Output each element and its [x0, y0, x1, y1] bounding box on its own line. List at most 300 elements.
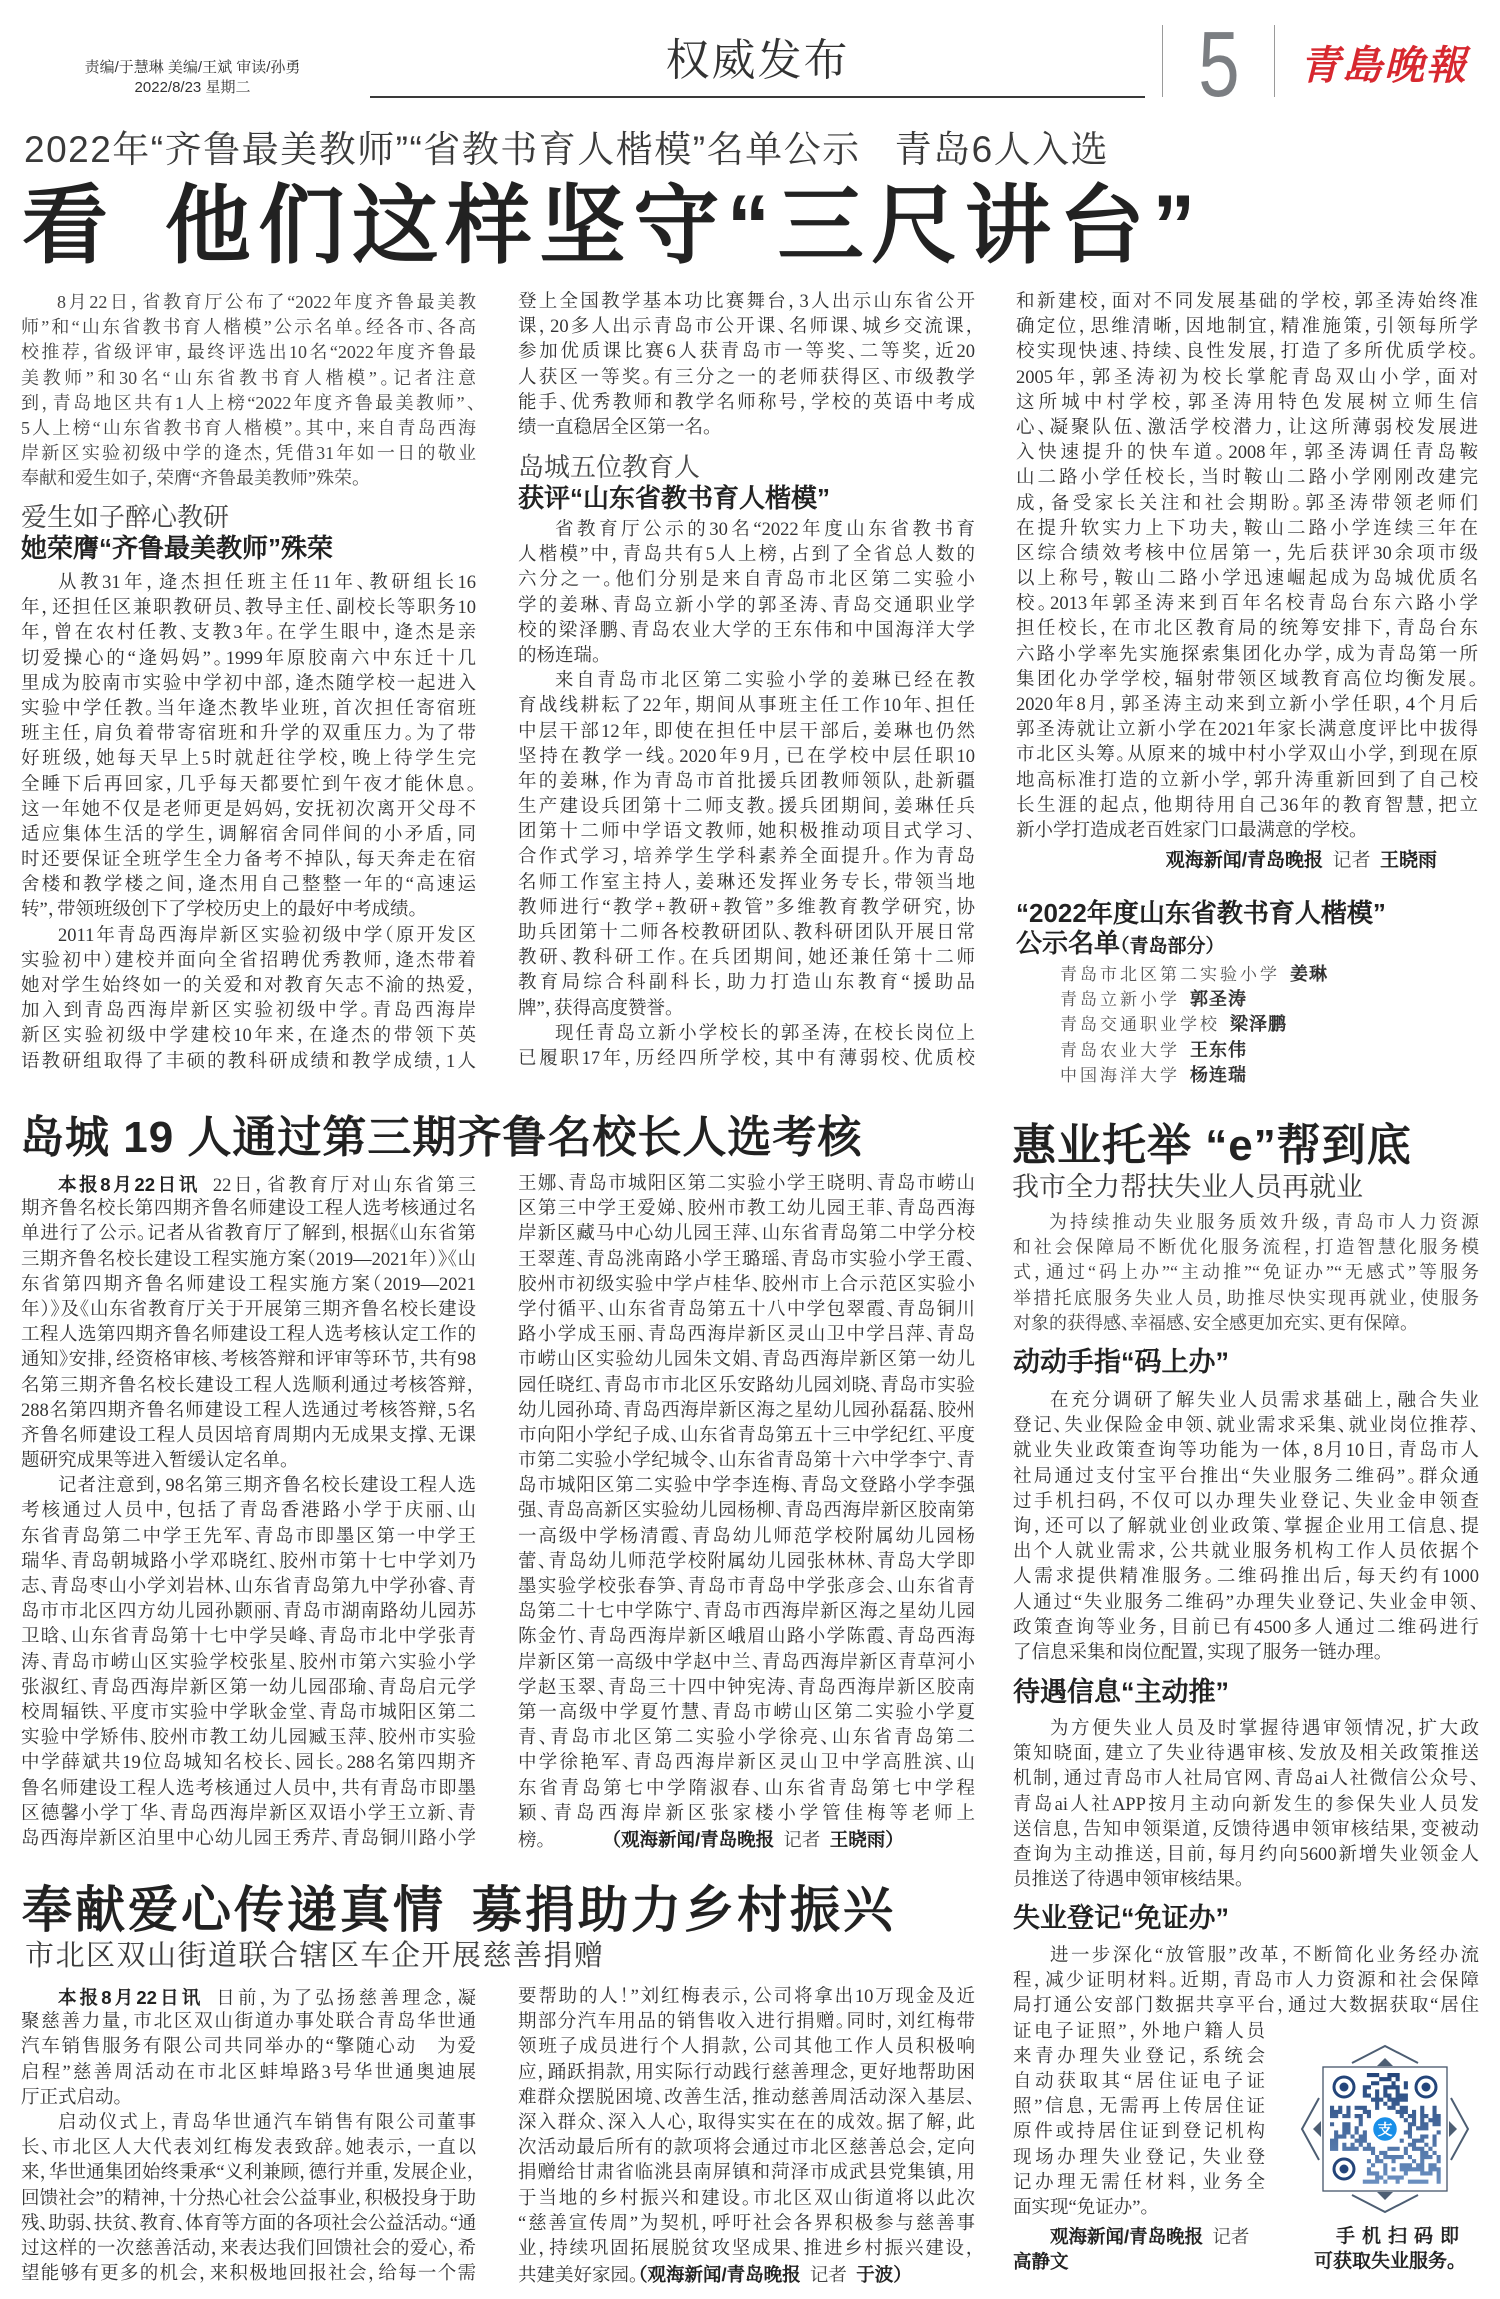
line-text: 中层干部12年，即使在担任中层干部后，姜琳也仍然 [518, 721, 975, 742]
text-line [518, 921, 975, 946]
line-text: 加入到青岛西海岸新区实验初级中学。青岛西海岸 [21, 1001, 476, 1022]
line-text: 2011年青岛西海岸新区实验初级中学（原开发区 [58, 925, 476, 946]
line-text: 坚持在教学一线。2020年9月，已在学校中层任职10 [518, 746, 975, 767]
honoree-school: 青岛立新小学 [1060, 990, 1180, 1010]
text-line [21, 949, 476, 974]
line-text: 在提升软实力上下功夫，鞍山二路小学连续三年在 [1016, 518, 1478, 539]
text-line [1013, 1490, 1479, 1515]
text-line [21, 2061, 476, 2086]
line-text: 记办理无需任材料，业务全 [1013, 2172, 1265, 2193]
article-headline [22, 1880, 896, 1940]
text-line [21, 2161, 476, 2186]
line-text: 对象的获得感、幸福感、安全感更加充实、更有保障。 [1013, 1312, 1409, 1333]
list-subtitle: 公示名单 [1016, 928, 1121, 958]
line-text: 教育局综合科副科长，助力打造山东教育“援助品 [518, 973, 975, 994]
line-text: 生产建设兵团第十二师支教。援兵团期间，姜琳任兵 [518, 797, 975, 818]
honoree-school: 青岛农业大学 [1060, 1040, 1180, 1060]
line-text: 切爱操心的“逄妈妈”。1999年原胶南六中东迁十几 [21, 648, 476, 669]
line-text: 第一高级中学夏竹慧、青岛市崂山区第二实验小学夏 [518, 1702, 975, 1723]
text-line [518, 366, 975, 391]
text-line [21, 1550, 476, 1575]
line-text: 8月22日，省教育厅公布了“2022年度齐鲁最美教 [57, 292, 476, 312]
line-text: 集团化办学学校，辐射带领区域教育高位均衡发展。 [1016, 669, 1478, 690]
line-text: 启程”慈善周活动在市北区蚌埠路3号华世通奥迪展 [21, 2062, 476, 2083]
article-subheadline: 我市全力帮扶失业人员再就业 [1012, 1172, 1363, 1202]
line-text: 新区实验初级中学建校10年来，在逄杰的带领下英 [21, 1026, 476, 1047]
text-line [518, 391, 975, 416]
text-line [21, 1600, 476, 1625]
text-line [21, 1651, 476, 1676]
text-line [1013, 1843, 1479, 1868]
line-text: 年）》及《山东省教育厅关于开展第三期齐鲁名校长建设 [21, 1299, 476, 1320]
text-line [518, 2136, 975, 2161]
text-line [1016, 693, 1478, 718]
text-line [1013, 1717, 1479, 1742]
line-text: 考核通过人员中，包括了青岛香港路小学于庆丽、山 [21, 1501, 476, 1522]
line-text: 策知晓面，建立了失业待遇审核、发放及相关政策推送 [1013, 1744, 1479, 1765]
text-line [518, 2262, 975, 2287]
line-text: 了信息采集和岗位配置，实现了服务一链办理。 [1013, 1642, 1384, 1663]
byline-open: （ [638, 2264, 648, 2286]
headline-main: 他们这样坚守“三尺讲台” [164, 178, 1204, 274]
qr-finder-dot [1422, 2083, 1431, 2092]
text-line [21, 1625, 476, 1650]
text-line [21, 1777, 476, 1802]
line-text: 奉献和爱生如子，荣膺“齐鲁最美教师”殊荣。 [21, 468, 361, 489]
text-line [1013, 1868, 1479, 1893]
header-divider [1274, 25, 1275, 97]
paragraph [21, 571, 476, 924]
line-text: 在充分调研了解失业人员需求基础上，融合失业 [1050, 1391, 1479, 1411]
line-text: 美教师”和30名“山东省教书育人楷模”。记者注意 [21, 367, 476, 388]
text-line [518, 1474, 975, 1499]
line-text: 适应集体生活的学生，调解宿舍同伴间的小矛盾，同 [21, 824, 476, 845]
text-line [1013, 2095, 1265, 2120]
qr-code [1300, 2043, 1470, 2215]
text-line [518, 1222, 975, 1247]
text-line [518, 1273, 975, 1298]
line-text: 中学薛斌共19位岛城知名校长、园长。288名第四期齐 [21, 1753, 476, 1774]
text-line [21, 1575, 476, 1600]
line-text: 以上称号，鞍山二路小学迅速崛起成为岛城优质名 [1016, 569, 1478, 590]
text-line [518, 971, 975, 996]
line-text: 市北区头筹。从原来的城中村小学双山小学，到现在原 [1016, 745, 1478, 766]
line-text: 团第十二师中学语文教师，她积极推动项目式学习、 [518, 822, 975, 843]
paragraph-continued [518, 1985, 975, 2287]
text-line [21, 1676, 476, 1701]
text-line [21, 1273, 476, 1298]
line-text: 名师工作室主持人，姜琳还发挥业务专长，带领当地 [518, 872, 975, 893]
line-text: 原件或持居住证到登记机构 [1013, 2122, 1265, 2143]
text-line [518, 2237, 975, 2262]
dateline: 本报8月22日讯 [58, 1987, 204, 2008]
text-line [21, 1449, 476, 1474]
text-line [518, 594, 975, 619]
text-line [21, 2010, 476, 2035]
text-line [1013, 1742, 1479, 1767]
text-line [1013, 1565, 1479, 1590]
text-line [21, 340, 476, 365]
line-text: 齐鲁名师建设工程人员因培育周期内无成果支撑、无课 [21, 1425, 476, 1446]
text-line [1013, 2070, 1265, 2095]
qr-marker-right [1449, 2121, 1457, 2137]
byline-role: 记者 [783, 1830, 821, 1851]
honoree-list-title: “2022年度山东省教书育人楷模” [1016, 898, 1386, 928]
text-line [21, 1172, 476, 1197]
line-text: 好班级，她每天早上5时就赶往学校，晚上待学生完 [21, 749, 476, 770]
byline-close: ） [893, 2264, 903, 2286]
paragraph [21, 1985, 476, 2111]
line-text: 班主任，肩负着带寄宿班和升学的双重压力。为了带 [21, 724, 476, 745]
section-heading: 动动手指“码上办” [1013, 1347, 1229, 1377]
line-text: 政策查询等业务，目前已有4500多人通过二维码进行 [1013, 1617, 1479, 1638]
line-text: 人获区一等奖。有三分之一的老师获得区、市级教学 [518, 367, 975, 388]
text-line [21, 722, 476, 747]
line-text: 青、青岛市北区第二实验小学徐亮、山东省青岛第二 [518, 1728, 975, 1749]
line-text: 询，还可以了解就业创业政策、掌握企业用工信息、提 [1013, 1516, 1479, 1537]
line-text: 期部分汽车用品的销售收入进行捐赠。同时，刘红梅带 [518, 2012, 975, 2033]
text-line [518, 1525, 975, 1550]
line-text: 查询为主动推送，目前，每月约向5600新增失业领金人 [1013, 1844, 1479, 1865]
line-text: 人需求提供精准服务。二维码推出后，每天约有1000 [1013, 1567, 1479, 1588]
paragraph [21, 924, 476, 1075]
kicker-text: 2022年“齐鲁最美教师”“省教书育人楷模”名单公示 [24, 129, 861, 170]
line-text: 岛市城阳区第二实验中学李连梅、青岛文登路小学李强 [518, 1476, 975, 1497]
text-line [21, 647, 476, 672]
text-line [21, 571, 476, 596]
text-line [518, 1600, 975, 1625]
line-text: 题研究成果等进入暂缓认定名单。 [21, 1451, 290, 1472]
text-line [1016, 819, 1478, 844]
text-line [1013, 1210, 1479, 1235]
line-text: 校。2013年郭圣涛来到百年名校青岛台东六路小学 [1016, 594, 1478, 615]
text-line [1016, 643, 1478, 668]
text-line [1013, 2120, 1265, 2145]
line-text: 式，通过“码上办”“主动推”“免证办”“无感式”等服务 [1013, 1262, 1479, 1283]
paragraph [518, 1022, 975, 1072]
byline-source: 观海新闻/青岛晚报 [621, 1828, 775, 1850]
text-line [21, 1399, 476, 1424]
line-text: 捐赠给甘肃省临洮县南屏镇和菏泽市成武县党集镇，用 [518, 2163, 975, 2184]
lead-paragraph [21, 290, 476, 492]
honoree-name: 姜琳 [1290, 964, 1328, 984]
headline-part: 募捐助力乡村振兴 [472, 1882, 896, 1938]
article-headline: 岛城 19 人通过第三期齐鲁名校长人选考核 [20, 1113, 863, 1162]
text-line [1013, 1414, 1479, 1439]
line-text: 青岛ai人社APP按月主动向新发生的参保失业人员发 [1013, 1794, 1479, 1815]
line-text: 地高标准打造的立新小学，郭升涛重新回到了自己校 [1016, 770, 1478, 791]
column-body [21, 571, 476, 1075]
line-text: 心、凝聚队伍、激活学校潜力，让这所薄弱校发展进 [1016, 417, 1478, 438]
line-text: 区第三中学王爱娣、胶州市教工幼儿园王菲、青岛西海 [518, 1199, 975, 1220]
byline-line [1013, 2224, 1265, 2249]
line-text: 这所城中村学校，郭圣涛用特色发展树立师生信 [1016, 392, 1478, 413]
section-title: 权威发布 [665, 36, 850, 85]
text-line [518, 1751, 975, 1776]
text-line [21, 1248, 476, 1273]
line-text: 程，减少证明材料。近期，青岛市人力资源和社会保障 [1013, 1971, 1479, 1992]
line-text: 校的梁泽鹏、青岛农业大学的王东伟和中国海洋大学 [518, 620, 975, 641]
line-text: 年，曾在农村任教、支教3年。在学生眼中，逄杰是亲 [21, 623, 476, 644]
line-text: 为方便失业人员及时掌握待遇审领情况，扩大政 [1050, 1719, 1479, 1739]
text-line [21, 1985, 476, 2010]
paragraph-continued [518, 290, 975, 441]
text-line [21, 798, 476, 823]
text-line [518, 1575, 975, 1600]
line-text: 记者注意到，98名第三期齐鲁名校长建设工程人选 [58, 1476, 476, 1497]
line-text: 人通过“失业服务二维码”办理失业登记、失业金申领、 [1013, 1592, 1479, 1613]
byline-source: 观海新闻/青岛晚报 [1050, 2226, 1204, 2247]
text-line [21, 1298, 476, 1323]
honoree-school: 中国海洋大学 [1060, 1065, 1180, 1085]
paragraph [21, 1474, 476, 1852]
article-headline [22, 178, 1203, 274]
line-text: 教师进行“教学+教研+教管”多维教育教学研究，协 [518, 897, 975, 918]
line-text: 校推荐，省级评审，最终评选出10名“2022年度齐鲁最 [21, 342, 476, 363]
line-text: 举措托底服务失业人员，助推尽快实现再就业，使服务 [1013, 1287, 1479, 1308]
line-text: 实验初中）建校并面向全省招聘优秀教师，逄杰带着 [21, 950, 476, 971]
section-title: 获评“山东省教书育人楷模” [518, 483, 831, 513]
text-line [518, 416, 975, 441]
text-line [21, 2086, 476, 2111]
header-rule [370, 96, 1145, 98]
line-text: 市第二实验小学纪城令、山东省青岛第十六中学李宁、青 [518, 1451, 975, 1472]
line-text: 登记、失业保险金申领、就业需求采集、就业岗位推荐、 [1013, 1416, 1479, 1437]
text-line [518, 669, 975, 694]
section-label: 岛城五位教育人 [518, 452, 701, 482]
line-text: 年，还担任区兼职教研员、教导主任、副校长等职务10 [21, 598, 476, 619]
text-line [1013, 1641, 1479, 1666]
text-line [518, 745, 975, 770]
kicker-tail: 青岛6人入选 [894, 129, 1110, 170]
text-line [518, 1550, 975, 1575]
line-text: 涛、青岛市崂山区实验学校张星、胶州市第六实验小学 [21, 1652, 476, 1673]
text-line [21, 1050, 476, 1075]
line-text: 回馈社会”的精神，十分热心社会公益事业，积极投身于助 [21, 2188, 476, 2209]
text-line [1013, 1286, 1479, 1311]
line-text: 舍楼和教学楼之间，逄杰用自己整整一年的“高速运 [21, 875, 476, 896]
text-line [21, 2212, 476, 2237]
text-line [1013, 1616, 1479, 1641]
line-text: 学赵玉翠、青岛三十四中钟宪涛、青岛西海岸新区胶南 [518, 1677, 975, 1698]
honoree-item [1060, 962, 1328, 987]
text-line [1016, 315, 1478, 340]
text-line [1013, 1311, 1479, 1336]
text-line [518, 1348, 975, 1373]
text-line [1016, 441, 1478, 466]
line-text: 路小学成玉丽、青岛西海岸新区灵山卫中学吕萍、青岛 [518, 1325, 975, 1346]
line-text: 业，持续巩固拓展脱贫攻坚成果、推进乡村振兴建设， [518, 2238, 975, 2259]
line-text: 六分之一。他们分别是来自青岛市北区第二实验小 [518, 570, 975, 591]
line-text: 来自青岛市北区第二实验小学的姜琳已经在教 [555, 671, 975, 692]
qr-caption-line: 可获取失业服务。 [1313, 2251, 1466, 2273]
text-line [518, 1449, 975, 1474]
line-text: 颖、青岛西海岸新区张家楼小学管佳梅等老师上 [518, 1803, 975, 1824]
text-line [21, 924, 476, 949]
line-text: 胶州市初级实验中学卢桂华、胶州市上合示范区实验小 [518, 1274, 975, 1295]
text-line [518, 845, 975, 870]
line-text: 王娜、青岛市城阳区第二实验小学王晓明、青岛市崂山 [518, 1174, 975, 1194]
paragraph-continued [518, 1172, 975, 1852]
line-text: 幼儿园孙琦、青岛西海岸新区海之星幼儿园孙磊磊、胶州 [518, 1400, 975, 1421]
line-text: 能手、优秀教师和教学名师称号，学校的英语中考成 [518, 392, 975, 413]
text-line [518, 1248, 975, 1273]
text-line [21, 1827, 476, 1852]
text-line [1016, 340, 1478, 365]
text-line [518, 2035, 975, 2060]
credits-line: 责编/于慧琳 美编/王斌 审读/孙勇 [84, 59, 301, 76]
line-text: 省教育厅公示的30名“2022年度山东省教书育 [555, 520, 975, 540]
line-text: 送信息，告知申领渠道，反馈待遇申领审核结果，变被动 [1013, 1819, 1479, 1840]
line-text: 到，青岛地区共有1人上榜“2022年度齐鲁最美教师”、 [21, 392, 476, 413]
line-text: 残、助弱、扶贫、教育、体育等方面的各项社会公益活动。“通 [21, 2213, 476, 2234]
text-line [518, 543, 975, 568]
text-line [1016, 492, 1478, 517]
text-line [518, 1399, 975, 1424]
line-text: 牌”，获得高度赞誉。 [518, 998, 675, 1019]
line-text: 山二路小学任校长，当时鞍山二路小学刚刚改建完 [1016, 468, 1478, 489]
text-line [21, 315, 476, 340]
line-text: 学的姜琳、青岛立新小学的郭圣涛、青岛交通职业学 [518, 595, 975, 616]
text-line [1016, 743, 1478, 768]
honoree-school: 青岛交通职业学校 [1060, 1015, 1220, 1035]
text-line [21, 2111, 476, 2136]
text-line [21, 1474, 476, 1499]
line-text: 和新建校，面对不同发展基础的学校，郭圣涛始终准 [1016, 292, 1478, 312]
text-line [21, 2262, 476, 2287]
line-text: 名第三期齐鲁名校长建设工程人选顺利通过考核答辩， [21, 1375, 476, 1396]
text-line [1013, 1591, 1479, 1616]
line-text: 长生涯的起点，他期待用自己36年的教育智慧，把立 [1016, 795, 1478, 816]
text-line [1016, 391, 1478, 416]
line-text: 2020年8月，郭圣涛主动来到立新小学任职，4个月后 [1016, 695, 1478, 715]
line-text: 深入群众、深入人心，取得实实在在的成效。据了解，此 [518, 2112, 975, 2133]
byline-open: （ [611, 1828, 622, 1850]
text-line [1013, 1944, 1479, 1969]
text-line [1013, 1235, 1479, 1260]
line-text: 期齐鲁名校长第四期齐鲁名师建设工程人选考核通过名 [21, 1199, 476, 1220]
line-text: 岸新区第一高级中学赵中兰、青岛西海岸新区青草河小 [518, 1652, 975, 1673]
alipay-icon [1372, 2116, 1398, 2142]
line-text: 从教31年，逄杰担任班主任11年、教研组长16 [58, 573, 476, 593]
text-line [1013, 2146, 1265, 2171]
line-text: 担任校长，在市北区教育局的统筹安排下，青岛台东 [1016, 619, 1478, 640]
text-line [21, 1525, 476, 1550]
text-line [1013, 1389, 1479, 1414]
byline-name: 王晓雨 [1379, 850, 1437, 871]
text-line [21, 290, 476, 315]
text-line [518, 1298, 975, 1323]
section-heading: 失业登记“免证办” [1013, 1903, 1229, 1933]
section-title: 她荣膺“齐鲁最美教师”殊荣 [21, 533, 334, 563]
text-line [21, 672, 476, 697]
line-text: 为持续推动失业服务质效升级，青岛市人力资源 [1049, 1212, 1479, 1232]
line-text: 王翠莲、青岛洮南路小学王璐瑶、青岛市实验小学王霞、 [518, 1249, 975, 1270]
line-text: 东省青岛第二中学王先军、青岛市即墨区第一中学王 [21, 1526, 476, 1547]
text-line [21, 466, 476, 491]
line-text: 入快速提升的快车道。2008年，郭圣涛调任青岛鞍 [1016, 443, 1478, 464]
line-text: 校实现快速、持续、良性发展，打造了多所优质学校。 [1016, 342, 1478, 363]
line-text: 鲁名师建设工程人选考核通过人员中，共有青岛市即墨 [21, 1778, 476, 1799]
line-text: 照”信息，无需再上传居住证 [1013, 2097, 1265, 2118]
line-text: 三期齐鲁名校长建设工程实施方案（2019—2021年）》《山 [21, 1249, 476, 1270]
byline [638, 2266, 902, 2286]
line-text: 288名第四期齐鲁名师建设工程人选通过考核答辩，5名 [21, 1400, 476, 1421]
text-line [518, 290, 975, 315]
byline-role: 记者 [1212, 2228, 1250, 2248]
line-text: 东省青岛第七中学隋淑春、山东省青岛第七中学程 [518, 1778, 975, 1799]
text-line [21, 1726, 476, 1751]
header-divider [1162, 25, 1163, 97]
line-text: 全睡下后再回家，几乎每天都要忙到午夜才能休息。 [21, 774, 476, 795]
line-text: 单进行了公示。记者从省教育厅了解到，根据《山东省第 [21, 1224, 476, 1245]
line-text: 志、青岛枣山小学刘岩林、山东省青岛第九中学孙睿、青 [21, 1577, 476, 1597]
line-text: 启动仪式上，青岛华世通汽车销售有限公司董事 [58, 2112, 476, 2133]
line-text: 蕾、青岛幼儿师范学校附属幼儿园张林林、青岛大学即 [518, 1551, 975, 1572]
text-line [518, 2161, 975, 2186]
text-line [518, 694, 975, 719]
text-line [21, 848, 476, 873]
byline-line [1013, 2249, 1265, 2274]
line-text: 现场办理失业登记，失业登 [1013, 2147, 1265, 2168]
article-subheadline: 市北区双山街道联合辖区车企开展慈善捐赠 [25, 1940, 605, 1972]
text-line [21, 999, 476, 1024]
text-line [1013, 1994, 1479, 2019]
text-line [21, 2187, 476, 2212]
text-line [518, 2086, 975, 2111]
line-text: 墨实验学校张春笋、青岛市青岛中学张彦会、山东省青 [518, 1577, 975, 1597]
honoree-item [1060, 1063, 1328, 1088]
text-line [21, 2237, 476, 2262]
text-line [21, 416, 476, 441]
line-text: 汽车销售服务有限公司共同举办的“擎随心动 为爱 [21, 2037, 476, 2058]
line-text: 通知》安排，经资格审核、考核答辩和评审等环节，共有98 [21, 1350, 476, 1371]
qr-marker-bottom [1377, 2192, 1393, 2200]
line-text: 瑞华、青岛朝城路小学邓晓红、胶州市第十七中学刘乃 [21, 1551, 476, 1572]
paragraph-continued [1016, 290, 1478, 844]
editor-credits [50, 58, 335, 98]
text-line [1016, 567, 1478, 592]
text-line [21, 873, 476, 898]
text-line [21, 823, 476, 848]
text-line [21, 1323, 476, 1348]
text-line [21, 1499, 476, 1524]
line-text: 22日，省教育厅对山东省第三 [212, 1176, 476, 1196]
text-line [518, 1802, 975, 1827]
qr-caption [1310, 2224, 1466, 2274]
text-line [1016, 769, 1478, 794]
line-text: 里成为胶南市实验中学初中部，逄杰随学校一起进入 [21, 673, 476, 694]
byline-name: 王晓雨 [829, 1828, 886, 1850]
line-text: 的杨连瑞。 [518, 645, 602, 666]
line-text: 年的姜琳，作为青岛市首批援兵团教师领队，赴新疆 [518, 771, 975, 792]
text-line [518, 1701, 975, 1726]
section-label: 爱生如子醉心教研 [21, 502, 230, 532]
text-line [518, 2187, 975, 2212]
line-text: 教研、教科研工作。在兵团期间，她还兼任第十二师 [518, 948, 975, 969]
headline-lead: 看 [22, 178, 116, 274]
line-text: 社局通过支付宝平台推出“失业服务二维码”。群众通 [1013, 1466, 1479, 1487]
headline-part: 奉献爱心传递真情 [22, 1882, 446, 1938]
text-line [518, 1651, 975, 1676]
honoree-list-subtitle [1016, 927, 1478, 963]
byline-name: 高静文 [1013, 2251, 1069, 2273]
line-text: 面实现“免证办”。 [1013, 2197, 1150, 2218]
text-line [518, 795, 975, 820]
line-text: 课，20多人出示青岛市公开课、名师课、城乡交流课， [518, 317, 975, 338]
text-line [518, 1424, 975, 1449]
byline-name: 于波 [856, 2264, 894, 2286]
